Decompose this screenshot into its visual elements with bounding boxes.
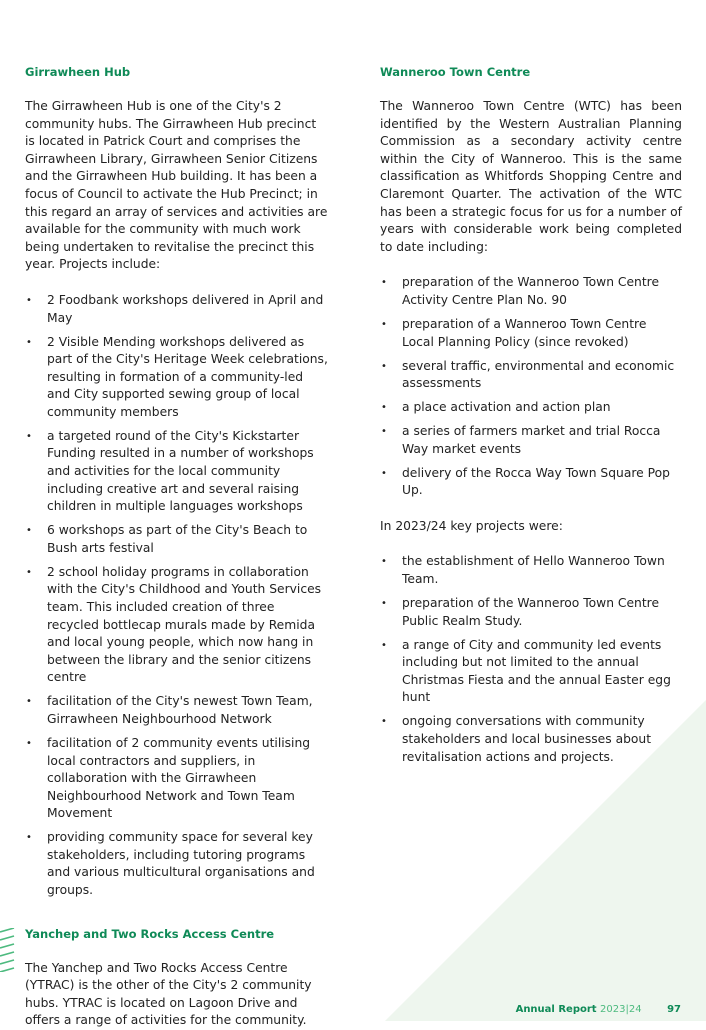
list-item: • 2 Visible Mending workshops delivered as part of the City's Heritage Week celebrations, resulting in formation of a community-led and City supported sewing group of local community members [25, 334, 329, 422]
page-footer [516, 1004, 681, 1015]
ytrac-intro: The Yanchep and Two Rocks Access Centre (YTRAC) is the other of the City's 2 community hubs. YTRAC is located on Lagoon Drive and offers a range of activities for the community. [25, 960, 312, 1028]
girrawheen-hub-intro: The Girrawheen Hub is one of the City's 2 community hubs. The Girrawheen Hub precinct is located in Patrick Court and comprises the Girrawheen Library, Girrawheen Senior Citizens and the Girrawheen Hub building. It has been a focus of Council to activate the Hub Precinct; in this regard an array of services and activities are available for the community with much work being undertaken to revitalise the precinct this year. Projects include: [25, 99, 328, 272]
list-item: • several traffic, environmental and economic assessments [380, 358, 682, 393]
list-item: • the establishment of Hello Wanneroo Town Team. [380, 553, 682, 588]
list-item: • 6 workshops as part of the City's Beach to Bush arts festival [25, 522, 329, 557]
list-item: • facilitation of 2 community events utilising local contractors and suppliers, in collaboration with the Girrawheen Neighbourhood Network and Town Team Movement [25, 735, 329, 823]
list-item: • facilitation of the City's newest Town Team, Girrawheen Neighbourhood Network [25, 693, 329, 728]
girrawheen-projects-list [25, 292, 329, 900]
list-item: • a place activation and action plan [380, 399, 682, 417]
list-item: • preparation of a Wanneroo Town Centre Local Planning Policy (since revoked) [380, 316, 682, 351]
wtc-key-projects-list [380, 553, 682, 766]
list-item: • a targeted round of the City's Kickstarter Funding resulted in a number of workshops and activities for the local community including creative art and several raising children in multiple languages workshops [25, 428, 329, 516]
list-item: • a range of City and community led events including but not limited to the annual Christmas Fiesta and the annual Easter egg hunt [380, 637, 682, 707]
list-item: • 2 school holiday programs in collaboration with the City's Childhood and Youth Services team. This included creation of three recycled bottlecap murals made by Remida and local young people, which now hang in between the library and the senior citizens centre [25, 564, 329, 687]
key-projects-intro: In 2023/24 key projects were: [380, 518, 563, 533]
list-item: • 2 Foodbank workshops delivered in April and May [25, 292, 329, 327]
right-column [380, 64, 682, 773]
list-item: • ongoing conversations with community stakeholders and local businesses about revitalisation actions and projects. [380, 713, 682, 766]
wanneroo-town-centre-intro: The Wanneroo Town Centre (WTC) has been identified by the Western Australian Planning Commission as a secondary activity centre within the City of Wanneroo. This is the same classification as Whitfords Shopping Centre and Claremont Quarter. The activation of the WTC has been a strategic focus for us for a number of years with considerable work being completed to date including: [380, 99, 682, 254]
list-item: • delivery of the Rocca Way Town Square Pop Up. [380, 465, 682, 500]
wanneroo-town-centre-heading: Wanneroo Town Centre [380, 65, 531, 79]
footer-year: 2023|24 [600, 1004, 642, 1015]
list-item: • preparation of the Wanneroo Town Centre Public Realm Study. [380, 595, 682, 630]
page-number: 97 [667, 1004, 681, 1015]
girrawheen-hub-heading: Girrawheen Hub [25, 65, 131, 79]
left-column [25, 64, 329, 1030]
ytrac-heading: Yanchep and Two Rocks Access Centre [25, 926, 275, 941]
corner-stripes-icon [0, 928, 16, 972]
footer-label: Annual Report [515, 1004, 597, 1015]
list-item: • a series of farmers market and trial Rocca Way market events [380, 423, 682, 458]
wtc-work-list [380, 274, 682, 499]
list-item: • preparation of the Wanneroo Town Centre Activity Centre Plan No. 90 [380, 274, 682, 309]
list-item: • providing community space for several key stakeholders, including tutoring programs and various multicultural organisations and groups. [25, 829, 329, 899]
